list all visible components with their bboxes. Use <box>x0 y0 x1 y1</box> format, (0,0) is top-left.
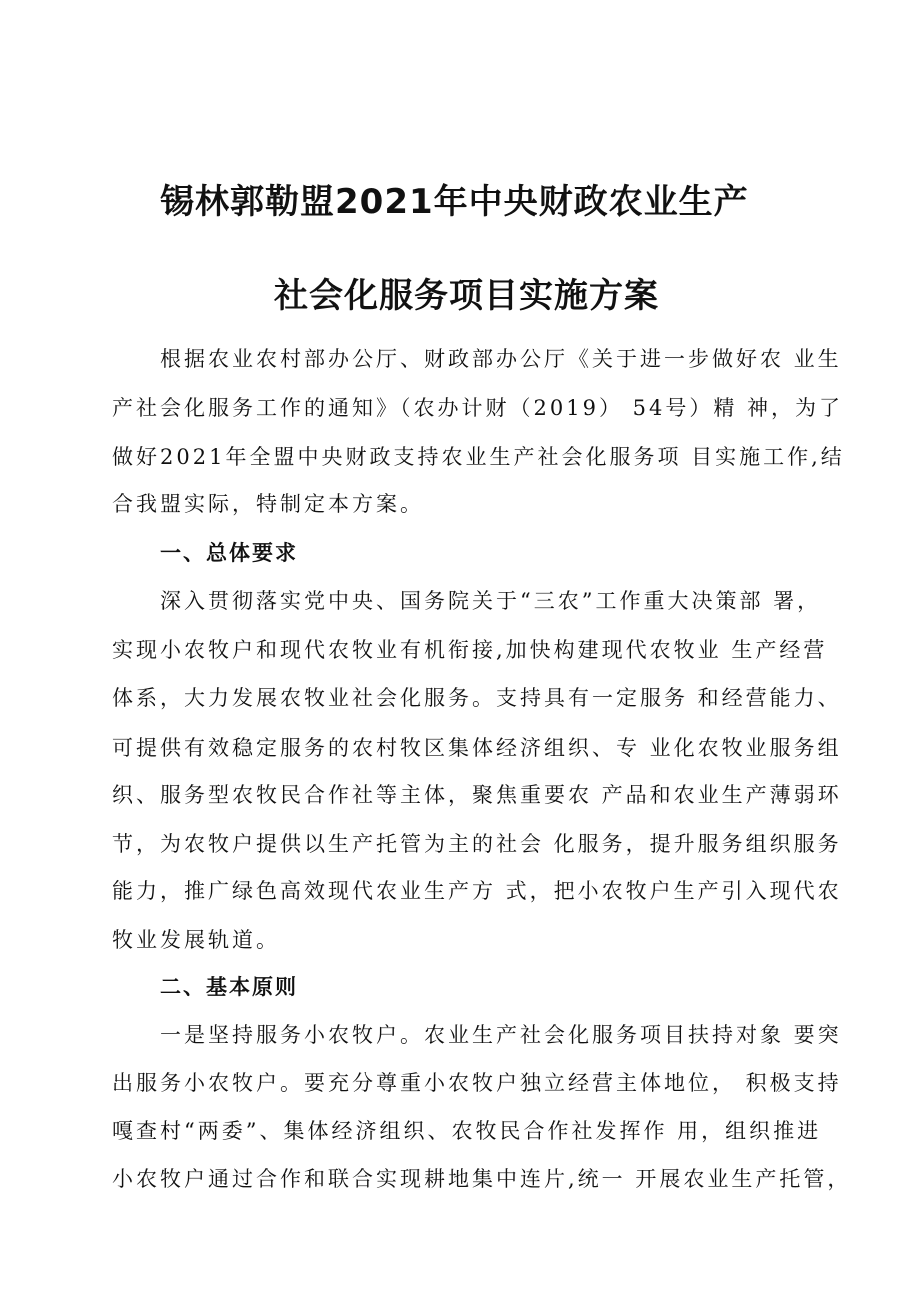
section2-line: 小农牧户通过合作和联合实现耕地集中连片,统一 开展农业生产托管， <box>112 1167 852 1191</box>
section1-line: 深入贯彻落实党中央、国务院关于“三农”工作重大决策部 署， <box>160 589 822 613</box>
section1-line: 体系，大力发展农牧业社会化服务。支持具有一定服务 和经营能力、 <box>112 686 842 710</box>
section2-line: 出服务小农牧户。要充分尊重小农牧户独立经营主体地位， 积极支持 <box>112 1071 842 1095</box>
section2-line: 一是坚持服务小农牧户。农业生产社会化服务项目扶持对象 要突 <box>160 1023 842 1047</box>
section1-line: 节，为农牧户提供以生产托管为主的社会 化服务，提升服务组织服务 <box>112 832 842 856</box>
intro-line: 根据农业农村部办公厅、财政部办公厅《关于进一步做好农 业生 <box>160 347 842 371</box>
document-title-line-1: 锡林郭勒盟2021年中央财政农业生产 <box>160 182 749 222</box>
section1-line: 织、服务型农牧民合作社等主体，聚焦重要农 产品和农业生产薄弱环 <box>112 783 842 807</box>
intro-line: 产社会化服务工作的通知》（农办计财（2019） 54号）精 神，为了 <box>112 396 844 420</box>
section1-line: 能力，推广绿色高效现代农业生产方 式，把小农牧户生产引入现代农 <box>112 879 842 903</box>
section-heading-basic-principles: 二、基本原则 <box>160 975 298 999</box>
section-heading-general-requirements: 一、总体要求 <box>160 541 298 565</box>
section1-line: 可提供有效稳定服务的农村牧区集体经济组织、专 业化农牧业服务组 <box>112 736 842 760</box>
section1-line: 牧业发展轨道。 <box>112 928 280 952</box>
document-title-line-2: 社会化服务项目实施方案 <box>274 276 659 316</box>
intro-line: 合我盟实际，特制定本方案。 <box>112 492 424 516</box>
intro-line: 做好2021年全盟中央财政支持农业生产社会化服务项 目实施工作,结 <box>112 445 845 469</box>
section2-line: 嘎查村“两委”、集体经济组织、农牧民合作社发挥作 用，组织推进 <box>112 1119 822 1143</box>
section1-line: 实现小农牧户和现代农牧业有机衔接,加快构建现代农牧业 生产经营 <box>112 638 828 662</box>
